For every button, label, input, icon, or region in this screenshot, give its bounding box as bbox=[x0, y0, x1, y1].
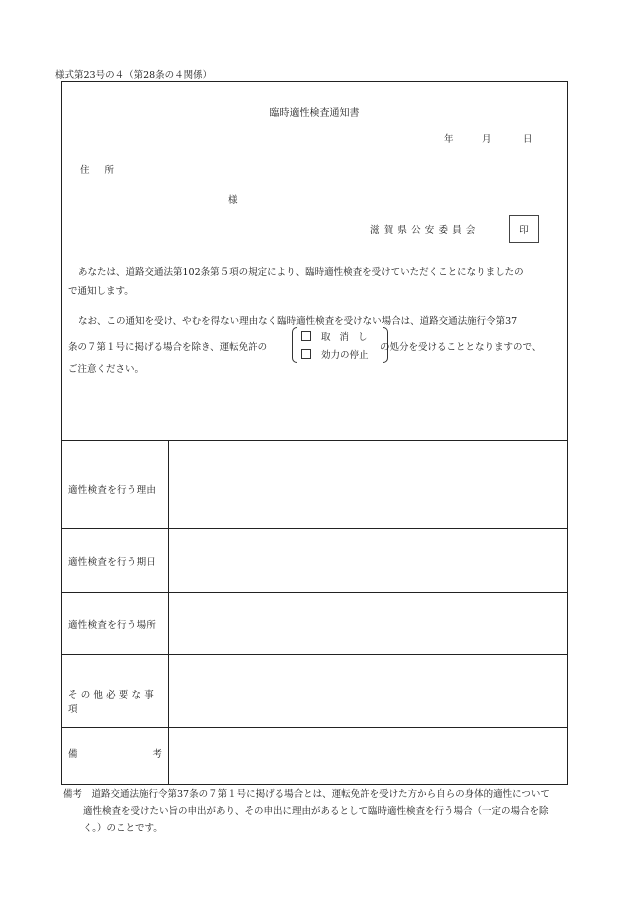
seal-mark: 印 bbox=[519, 225, 529, 236]
notice-paragraph-2-line-2b: の処分を受けることとなりますので、 bbox=[380, 342, 542, 353]
recipient-suffix: 様 bbox=[228, 195, 238, 206]
date-month-label: 月 bbox=[482, 134, 492, 145]
option-suspension[interactable] bbox=[301, 347, 369, 361]
option-revocation-label: 取消し bbox=[321, 332, 377, 343]
label-inspection-date: 適性検査を行う期日 bbox=[68, 557, 157, 568]
checkbox-revocation[interactable] bbox=[301, 331, 311, 341]
date-day-label: 日 bbox=[523, 134, 533, 145]
notice-paragraph-2-line-1: なお、この通知を受け、やむを得ない理由なく臨時適性検査を受けない場合は、道路交通法施行令第37 bbox=[78, 316, 518, 327]
document-title: 臨時適性検査通知書 bbox=[269, 108, 360, 119]
address-label: 住 所 bbox=[80, 165, 121, 176]
notice-paragraph-2-line-3: ご注意ください。 bbox=[68, 364, 145, 375]
table-column-divider bbox=[168, 440, 169, 784]
date-year-label: 年 bbox=[444, 134, 454, 145]
notice-form-frame bbox=[61, 81, 568, 785]
option-suspension-label: 効力の停止 bbox=[321, 350, 369, 361]
notice-paragraph-1-line-2: で通知します。 bbox=[68, 286, 134, 297]
table-divider bbox=[62, 727, 567, 728]
footnote-line-2: 適性検査を受けたい旨の申出があり、その申出に理由があるとして臨時適性検査を行う場合（一定の場合を除 bbox=[83, 806, 549, 817]
label-remarks-left: 備 bbox=[68, 749, 78, 760]
form-number-header: 様式第23号の４（第28条の４関係） bbox=[55, 70, 213, 81]
label-remarks-right: 考 bbox=[152, 749, 162, 760]
footnote-line-3: く。）のことです。 bbox=[83, 823, 163, 834]
label-inspection-place: 適性検査を行う場所 bbox=[68, 620, 157, 631]
license-action-options bbox=[292, 327, 388, 363]
label-other-matters: その他必要な事項 bbox=[68, 690, 157, 715]
table-divider bbox=[62, 440, 567, 441]
seal-box bbox=[509, 215, 539, 243]
table-divider bbox=[62, 528, 567, 529]
table-divider bbox=[62, 592, 567, 593]
option-revocation[interactable] bbox=[301, 329, 377, 343]
table-divider bbox=[62, 654, 567, 655]
left-bracket bbox=[292, 327, 297, 363]
notice-paragraph-2-line-2a: 条の７第１号に掲げる場合を除き、運転免許の bbox=[68, 342, 268, 353]
footnote-line-1: 備考 道路交通法施行令第37条の７第１号に掲げる場合とは、運転免許を受けた方から自らの身体的適性について bbox=[63, 789, 550, 800]
issuer-name: 滋賀県公安委員会 bbox=[370, 225, 480, 236]
label-remarks bbox=[68, 746, 162, 760]
notice-paragraph-1-line-1: あなたは、道路交通法第102条第５項の規定により、臨時適性検査を受けていただくことになりましたの bbox=[78, 267, 524, 278]
checkbox-suspension[interactable] bbox=[301, 349, 311, 359]
footnote bbox=[63, 786, 550, 837]
label-inspection-reason: 適性検査を行う理由 bbox=[68, 485, 157, 496]
